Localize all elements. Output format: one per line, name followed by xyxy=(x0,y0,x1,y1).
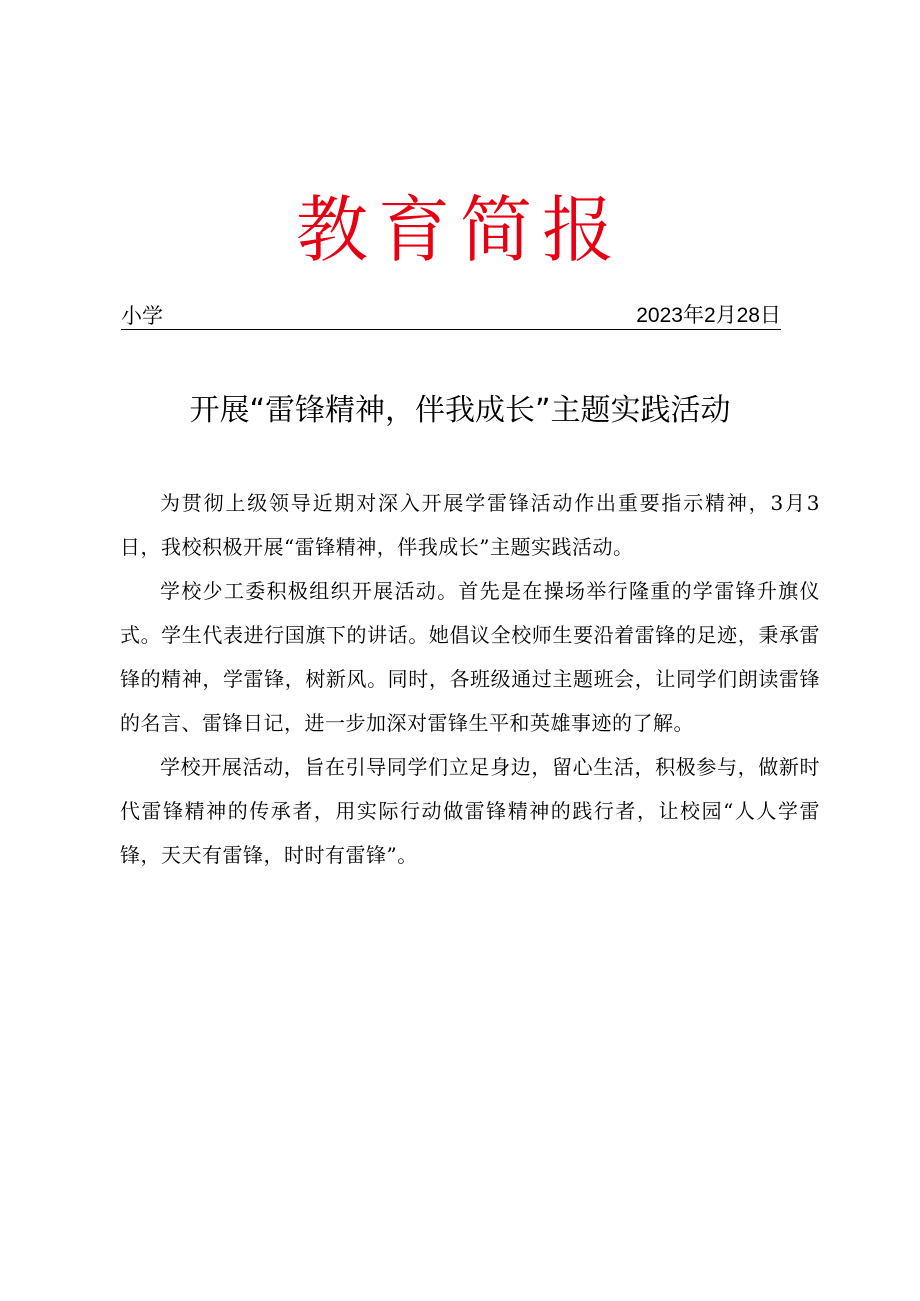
article-title: 开展“雷锋精神，伴我成长”主题实践活动 xyxy=(189,393,731,428)
article-paragraph: 为贯彻上级领导近期对深入开展学雷锋活动作出重要指示精神，3月3日，我校积极开展“雷锋精神，伴我成长”主题实践活动。 xyxy=(120,491,820,559)
article-body xyxy=(120,481,820,877)
article-paragraph: 学校开展活动，旨在引导同学们立足身边，留心生活，积极参与，做新时代雷锋精神的传承者，用实际行动做雷锋精神的践行者，让校园“人人学雷锋，天天有雷锋，时时有雷锋”。 xyxy=(120,755,820,867)
school-name: 小学 xyxy=(121,304,163,328)
issue-date: 2023年2月28日 xyxy=(636,304,781,327)
bulletin-meta-line xyxy=(121,303,781,330)
bulletin-masthead-title: 教育简报 xyxy=(295,188,624,272)
article-paragraph: 学校少工委积极组织开展活动。首先是在操场举行隆重的学雷锋升旗仪式。学生代表进行国旗下的讲话。她倡议全校师生要沿着雷锋的足迹，秉承雷锋的精神，学雷锋，树新风。同时，各班级通过主题班会，让同学们朗读雷锋的名言、雷锋日记，进一步加深对雷锋生平和英雄事迹的了解。 xyxy=(120,579,820,735)
